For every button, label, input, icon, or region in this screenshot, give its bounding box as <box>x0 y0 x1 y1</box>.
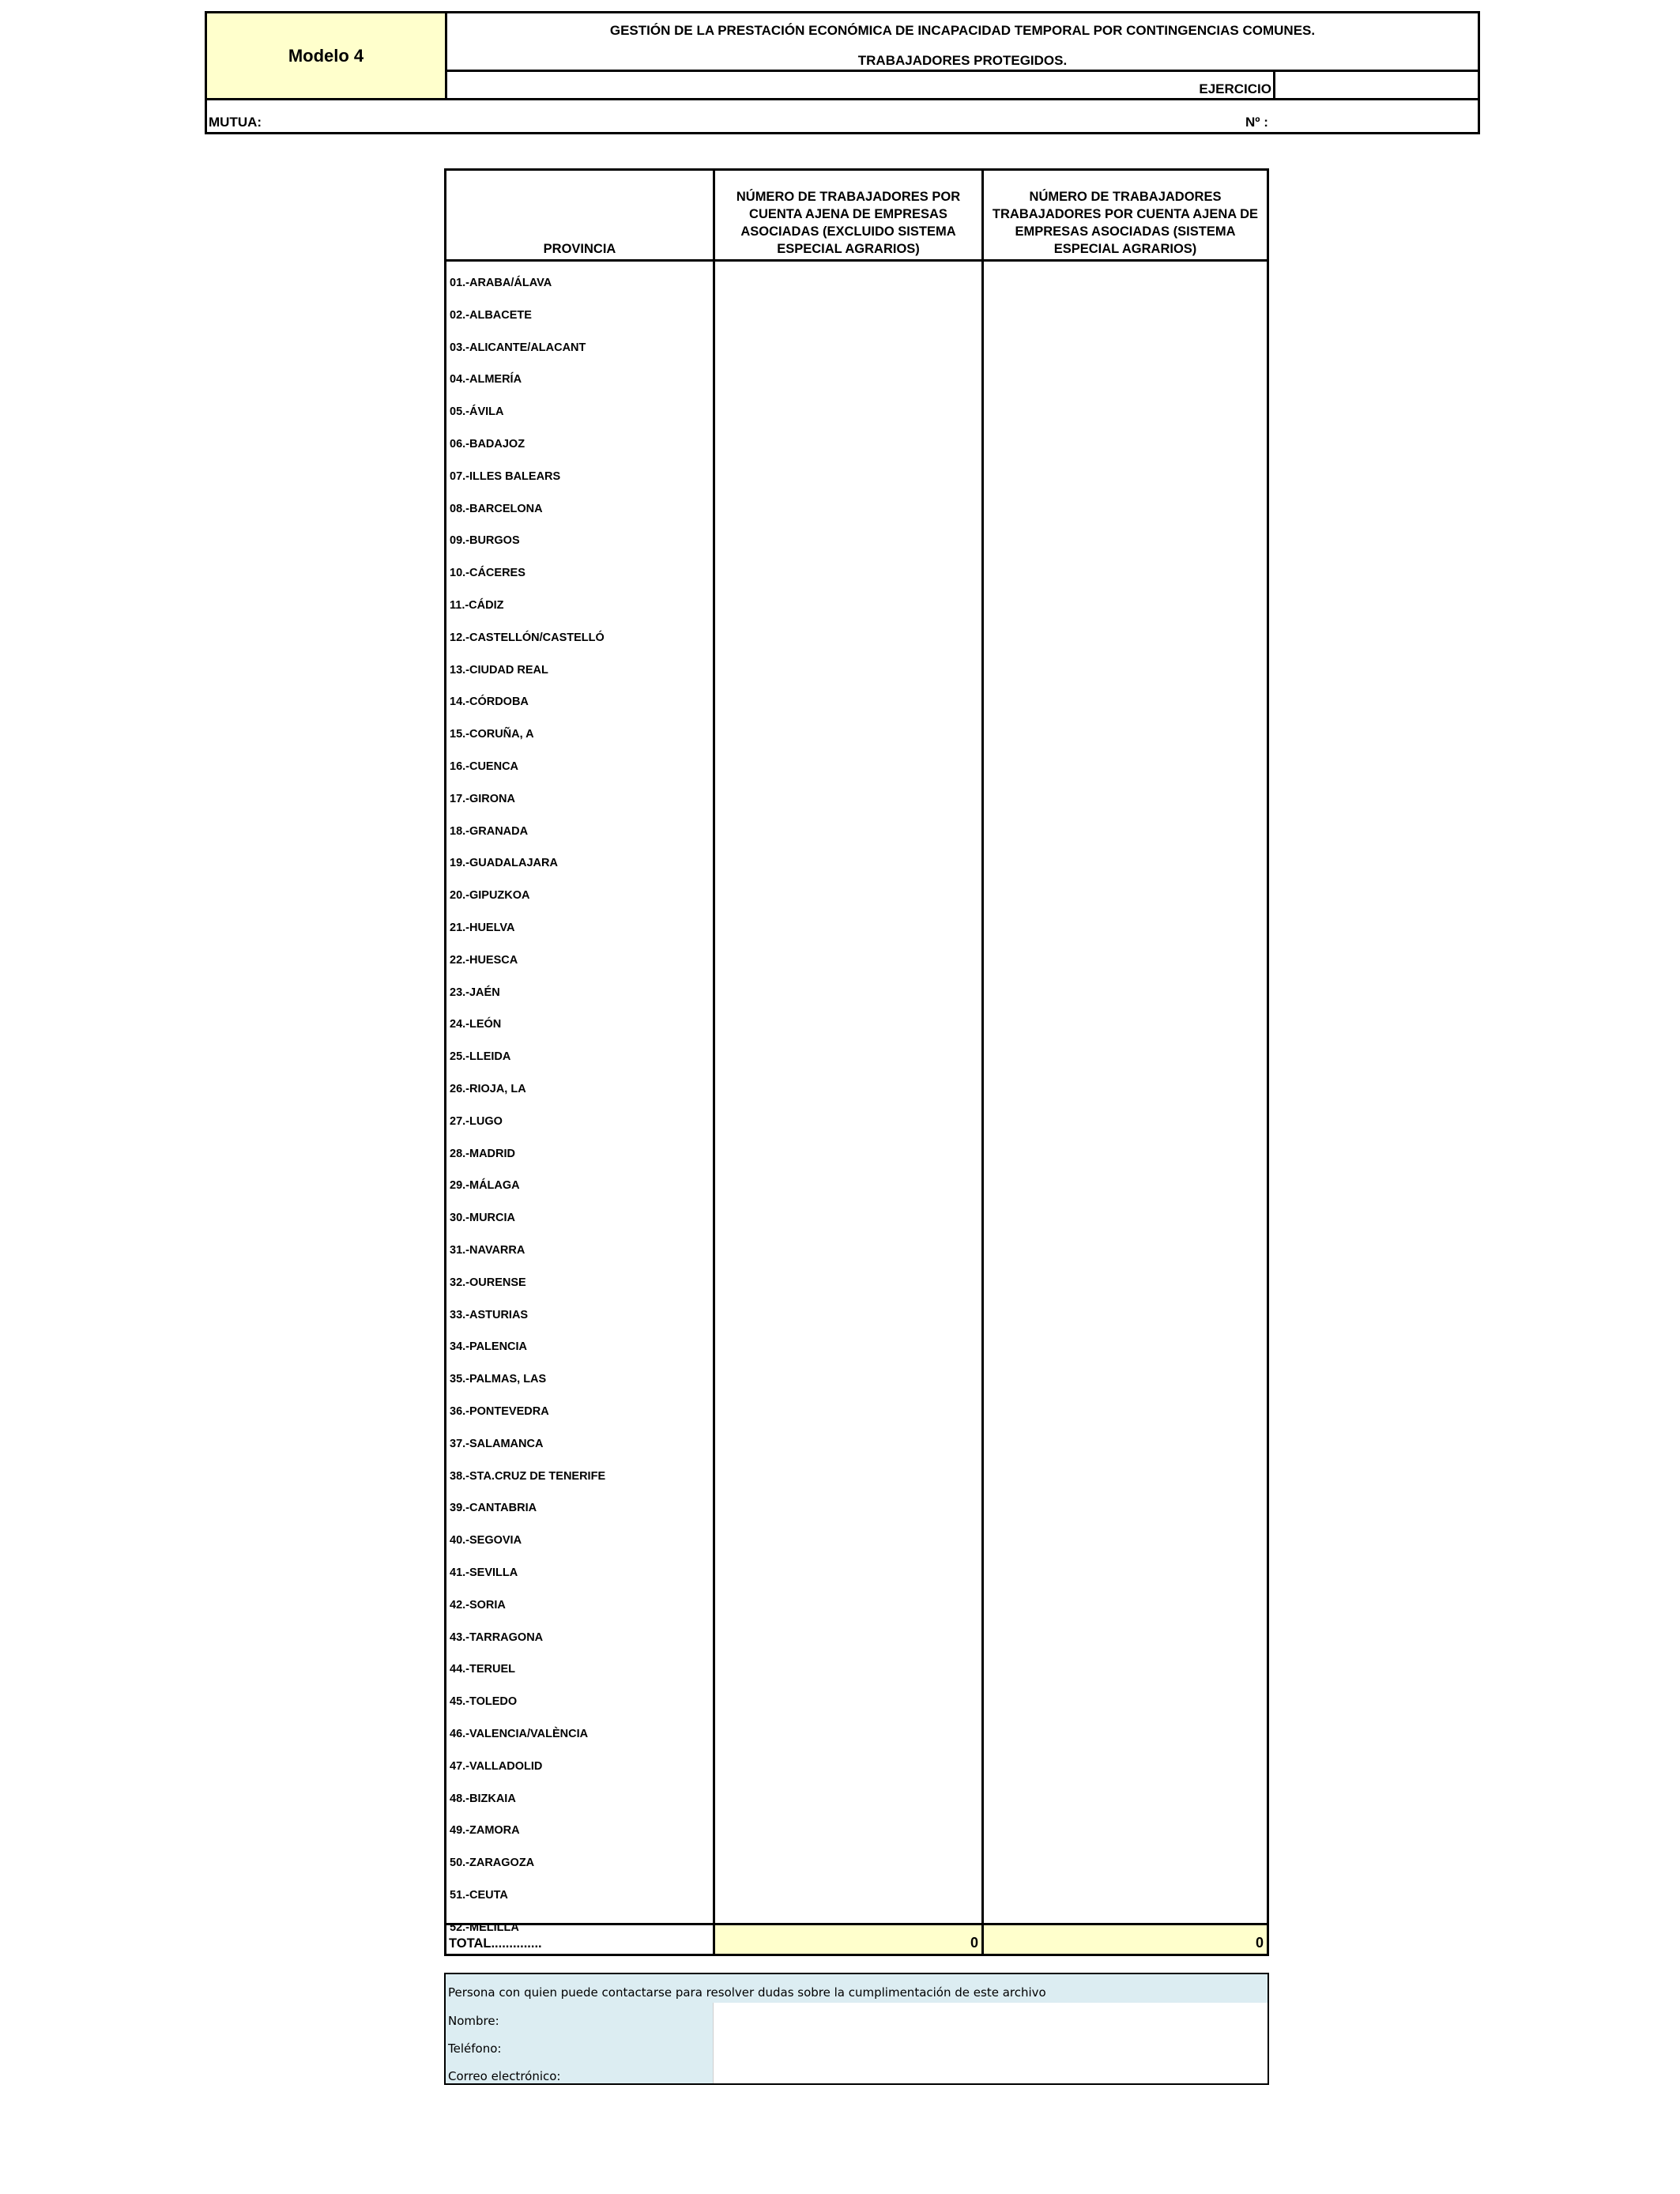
province-row: 23.-JAÉN <box>450 986 500 999</box>
province-row: 36.-PONTEVEDRA <box>450 1405 549 1418</box>
province-row: 06.-BADAJOZ <box>450 438 525 450</box>
contact-phone-label: Teléfono: <box>446 2030 713 2058</box>
total-label: TOTAL.............. <box>449 1936 542 1951</box>
province-row: 33.-ASTURIAS <box>450 1308 529 1321</box>
provinces-table <box>444 168 1269 1956</box>
ejercicio-field[interactable] <box>1275 72 1478 100</box>
province-row: 52.-MELILLA <box>450 1921 519 1934</box>
province-row: 16.-CUENCA <box>450 760 519 773</box>
province-row: 30.-MURCIA <box>450 1212 515 1225</box>
province-row: 42.-SORIA <box>450 1598 506 1612</box>
province-row: 20.-GIPUZKOA <box>450 889 530 903</box>
form-header <box>205 11 1480 134</box>
province-row: 26.-RIOJA, LA <box>450 1083 526 1095</box>
province-row: 49.-ZAMORA <box>450 1824 520 1838</box>
province-row: 50.-ZARAGOZA <box>450 1857 535 1870</box>
province-row: 13.-CIUDAD REAL <box>450 663 548 677</box>
province-row: 17.-GIRONA <box>450 792 515 805</box>
contact-email-field[interactable] <box>713 2058 1268 2083</box>
province-row: 03.-ALICANTE/ALACANT <box>450 341 586 354</box>
province-row: 19.-GUADALAJARA <box>450 857 558 870</box>
model-label: Modelo 4 <box>207 13 447 100</box>
province-row: 22.-HUESCA <box>450 953 518 967</box>
province-row: 01.-ARABA/ÁLAVA <box>450 277 552 289</box>
province-row: 02.-ALBACETE <box>450 308 532 322</box>
province-row: 46.-VALENCIA/VALÈNCIA <box>450 1728 589 1740</box>
column-header-agrarian-regime: NÚMERO DE TRABAJADORES TRABAJADORES POR CUENTA AJENA DE EMPRESAS ASOCIADAS (SISTEMA ESPECIAL AGRARIOS) <box>992 190 1259 256</box>
province-row: 48.-BIZKAIA <box>450 1792 516 1805</box>
province-row: 12.-CASTELLÓN/CASTELLÓ <box>450 631 605 644</box>
province-row: 08.-BARCELONA <box>450 502 543 515</box>
province-row: 34.-PALENCIA <box>450 1340 528 1354</box>
contact-name-field[interactable] <box>713 2003 1268 2030</box>
form-title-line2: TRABAJADORES PROTEGIDOS. <box>857 53 1068 68</box>
province-row: 18.-GRANADA <box>450 824 529 838</box>
province-row: 31.-NAVARRA <box>450 1244 525 1257</box>
province-row: 43.-TARRAGONA <box>450 1630 544 1644</box>
total-row <box>446 1925 1267 1954</box>
column-divider <box>981 171 984 1954</box>
province-row: 39.-CANTABRIA <box>450 1502 537 1515</box>
province-row: 35.-PALMAS, LAS <box>450 1373 547 1386</box>
province-row: 40.-SEGOVIA <box>450 1534 522 1547</box>
province-row: 09.-BURGOS <box>450 534 520 548</box>
province-row: 51.-CEUTA <box>450 1889 508 1902</box>
total-general-regime: 0 <box>715 1925 981 1954</box>
form-title-box <box>447 13 1478 72</box>
province-row: 29.-MÁLAGA <box>450 1179 520 1193</box>
province-row: 05.-ÁVILA <box>450 405 504 419</box>
province-row: 11.-CÁDIZ <box>450 599 504 612</box>
column-header-general-regime: NÚMERO DE TRABAJADORES POR CUENTA AJENA DE EMPRESAS ASOCIADAS (EXCLUIDO SISTEMA ESPECIAL AGRARIOS) <box>736 190 961 256</box>
province-row: 38.-STA.CRUZ DE TENERIFE <box>450 1469 606 1483</box>
province-row: 41.-SEVILLA <box>450 1566 518 1579</box>
header-divider <box>446 259 1267 262</box>
province-row: 44.-TERUEL <box>450 1663 515 1676</box>
contact-email-label: Correo electrónico: <box>446 2058 713 2083</box>
province-row: 24.-LEÓN <box>450 1018 502 1031</box>
province-row: 37.-SALAMANCA <box>450 1437 544 1450</box>
province-row: 45.-TOLEDO <box>450 1695 518 1709</box>
form-title-line1: GESTIÓN DE LA PRESTACIÓN ECONÓMICA DE INCAPACIDAD TEMPORAL POR CONTINGENCIAS COMUNES. <box>609 23 1316 38</box>
contact-name-label: Nombre: <box>446 2003 713 2030</box>
total-agrarian-regime: 0 <box>984 1925 1267 1954</box>
province-row: 15.-CORUÑA, A <box>450 728 534 741</box>
province-row: 10.-CÁCERES <box>450 567 525 580</box>
contact-block <box>444 1973 1269 2085</box>
province-row: 25.-LLEIDA <box>450 1050 511 1064</box>
column-divider <box>713 171 715 1954</box>
province-row: 14.-CÓRDOBA <box>450 696 529 709</box>
contact-divider <box>713 2003 714 2083</box>
province-row: 21.-HUELVA <box>450 922 515 934</box>
ejercicio-label: EJERCICIO <box>447 72 1275 100</box>
province-row: 27.-LUGO <box>450 1114 503 1128</box>
contact-phone-field[interactable] <box>713 2030 1268 2058</box>
province-row: 04.-ALMERÍA <box>450 373 522 386</box>
numero-label: Nº : <box>1245 115 1268 130</box>
column-header-provincia: PROVINCIA <box>543 242 616 256</box>
contact-heading: Persona con quien puede contactarse para resolver dudas sobre la cumplimentación de este archivo <box>446 1974 1268 2003</box>
province-row: 07.-ILLES BALEARS <box>450 469 561 483</box>
mutua-label: MUTUA: <box>209 115 262 130</box>
province-row: 28.-MADRID <box>450 1147 515 1160</box>
province-row: 32.-OURENSE <box>450 1276 526 1289</box>
province-row: 47.-VALLADOLID <box>450 1759 543 1773</box>
